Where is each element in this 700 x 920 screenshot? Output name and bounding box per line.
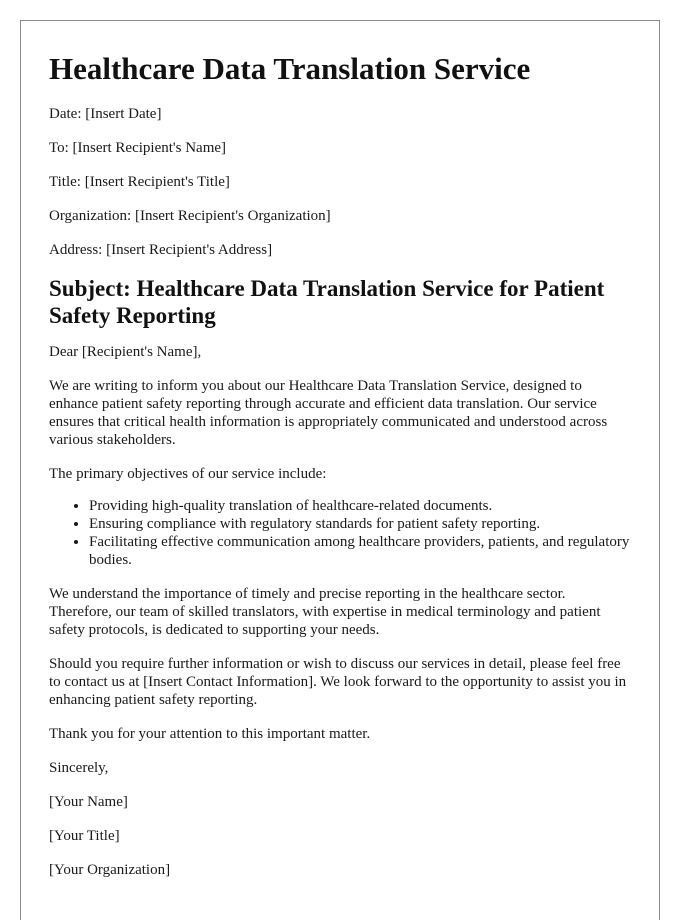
letter-page	[20, 20, 660, 920]
recipient-title-field: Title: [Insert Recipient's Title]	[49, 174, 230, 190]
sender-name: [Your Name]	[49, 794, 128, 810]
objective-item: • Facilitating effective communication among healthcare providers, patients, and regulatory bodies.	[89, 533, 631, 569]
contact-paragraph: Should you require further information or wish to discuss our services in detail, please feel free to contact us at [Insert Contact Information]. We look forward to the opportunity to assist you in enhancing patient safety reporting.	[49, 656, 627, 708]
sender-title: [Your Title]	[49, 828, 120, 844]
sender-organization: [Your Organization]	[49, 862, 171, 878]
objectives-lead: The primary objectives of our service include:	[49, 466, 327, 482]
importance-paragraph: We understand the importance of timely and precise reporting in the healthcare sector. Therefore, our team of skilled translators, with expertise in medical terminology and patient safety protocols, is dedicated to supporting your needs.	[49, 586, 601, 638]
objective-item: • Providing high-quality translation of healthcare-related documents.	[89, 497, 631, 515]
objective-item: • Ensuring compliance with regulatory standards for patient safety reporting.	[89, 515, 631, 533]
signoff: Sincerely,	[49, 760, 109, 776]
document-title: Healthcare Data Translation Service	[49, 51, 531, 86]
thanks-paragraph: Thank you for your attention to this important matter.	[49, 726, 371, 742]
recipient-address-field: Address: [Insert Recipient's Address]	[49, 242, 273, 258]
intro-paragraph: We are writing to inform you about our Healthcare Data Translation Service, designed to enhance patient safety reporting through accurate and efficient data translation. Our service ensures that critical health information is appropriately communicated and understood across various stakeholders.	[49, 378, 608, 448]
objectives-list	[49, 497, 631, 569]
subject-heading: Subject: Healthcare Data Translation Service for Patient Safety Reporting	[49, 276, 605, 328]
date-field: Date: [Insert Date]	[49, 106, 162, 122]
recipient-organization-field: Organization: [Insert Recipient's Organization]	[49, 208, 331, 224]
salutation: Dear [Recipient's Name],	[49, 344, 202, 360]
recipient-name-field: To: [Insert Recipient's Name]	[49, 140, 227, 156]
